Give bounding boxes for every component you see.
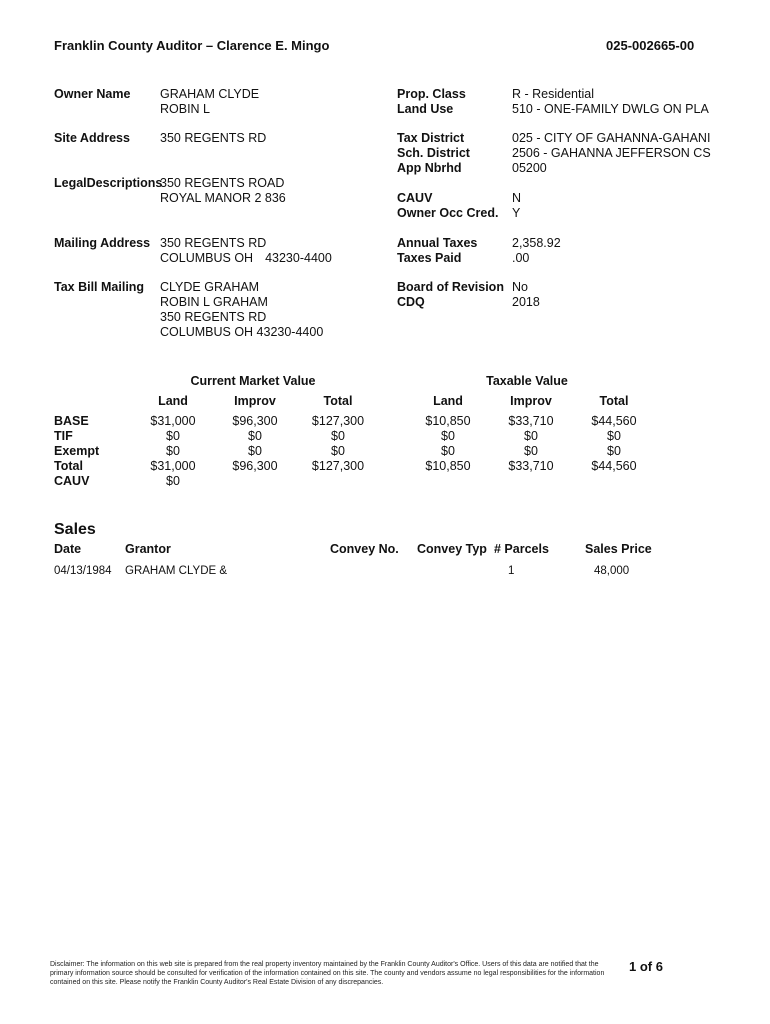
tax-bill-line-1: CLYDE GRAHAM bbox=[160, 280, 260, 294]
cmv-improv-exempt: $0 bbox=[248, 444, 262, 458]
tv-total-header: Total bbox=[599, 394, 629, 408]
cdq-label: CDQ bbox=[397, 295, 425, 309]
sale-grantor: GRAHAM CLYDE & bbox=[125, 565, 228, 577]
tv-improv-tif: $0 bbox=[524, 429, 538, 443]
app-nbrhd-label: App Nbrhd bbox=[397, 161, 462, 175]
tv-land-exempt: $0 bbox=[441, 444, 455, 458]
taxes-paid-value: .00 bbox=[512, 251, 530, 265]
sales-header-parcels: # Parcels bbox=[494, 542, 549, 556]
prop-class-value: R - Residential bbox=[512, 87, 594, 101]
sale-parcels: 1 bbox=[508, 565, 515, 577]
sales-header-convey-typ: Convey Typ bbox=[417, 542, 487, 556]
cmv-total-header: Total bbox=[323, 394, 353, 408]
cmv-land-total: $31,000 bbox=[150, 459, 196, 473]
row-label-tif: TIF bbox=[54, 429, 73, 443]
cmv-land-cauv: $0 bbox=[166, 474, 180, 488]
owner-name-label: Owner Name bbox=[54, 87, 131, 101]
app-nbrhd-value: 05200 bbox=[512, 161, 547, 175]
row-label-base: BASE bbox=[54, 414, 89, 428]
cmv-total-column bbox=[298, 414, 378, 474]
disclaimer: Disclaimer: The information on this web site is prepared from the real property inventory maintained by the Franklin County Auditor's Office. Users of this data are notified that the primary information source should be consulted for verification of the information contained on this site. The county and vendors assume no legal responsibilities for the information contained on this site. Please notify the Franklin County Auditor's Real Estate Division of any discrepancies. bbox=[50, 961, 605, 986]
sales-header-price: Sales Price bbox=[585, 542, 652, 556]
cdq-value: 2018 bbox=[512, 295, 540, 309]
land-use-label: Land Use bbox=[397, 102, 454, 116]
mailing-address-label: Mailing Address bbox=[54, 236, 151, 250]
tv-total-column bbox=[574, 414, 654, 474]
tv-improv-total: $33,710 bbox=[508, 459, 554, 473]
sale-price: 48,000 bbox=[594, 565, 630, 577]
sale-date: 04/13/1984 bbox=[54, 565, 112, 577]
cmv-total-exempt: $0 bbox=[331, 444, 345, 458]
tv-total-total: $44,560 bbox=[591, 459, 637, 473]
cmv-improv-column bbox=[215, 414, 295, 474]
sales-header-grantor: Grantor bbox=[125, 542, 171, 556]
legal-descriptions-value bbox=[160, 176, 286, 206]
legal-line-2: ROYAL MANOR 2 836 bbox=[160, 191, 286, 205]
tv-improv-base: $33,710 bbox=[508, 414, 554, 428]
board-of-revision-label: Board of Revision bbox=[397, 280, 504, 294]
annual-taxes-label: Annual Taxes bbox=[397, 236, 478, 250]
taxable-value-title: Taxable Value bbox=[486, 374, 568, 388]
cmv-total-total: $127,300 bbox=[311, 459, 365, 473]
mailing-address-value bbox=[160, 236, 332, 266]
parcel-id: 025-002665-00 bbox=[606, 38, 695, 53]
cmv-land-header: Land bbox=[158, 394, 188, 408]
tv-land-header: Land bbox=[433, 394, 463, 408]
tax-bill-mailing-label: Tax Bill Mailing bbox=[54, 280, 145, 294]
cmv-improv-tif: $0 bbox=[248, 429, 262, 443]
page-number: 1 of 6 bbox=[629, 959, 663, 974]
tv-land-column bbox=[408, 414, 488, 474]
site-address-label: Site Address bbox=[54, 131, 130, 145]
cmv-land-exempt: $0 bbox=[166, 444, 180, 458]
owner-name-value bbox=[160, 87, 259, 117]
mailing-line-2 bbox=[160, 251, 332, 266]
sch-district-value: 2506 - GAHANNA JEFFERSON CS bbox=[512, 146, 711, 160]
board-of-revision-value: No bbox=[512, 280, 528, 294]
cauv-label: CAUV bbox=[397, 191, 433, 205]
current-market-value-title: Current Market Value bbox=[190, 374, 316, 388]
cmv-land-column bbox=[133, 414, 213, 489]
tax-district-label: Tax District bbox=[397, 131, 465, 145]
tv-improv-column bbox=[491, 414, 571, 474]
tv-total-tif: $0 bbox=[607, 429, 621, 443]
cmv-improv-header: Improv bbox=[234, 394, 276, 408]
mailing-line-1: 350 REGENTS RD bbox=[160, 236, 267, 250]
tv-improv-header: Improv bbox=[510, 394, 552, 408]
taxes-paid-label: Taxes Paid bbox=[397, 251, 462, 265]
owner-name-line-1: GRAHAM CLYDE bbox=[160, 87, 260, 101]
tax-bill-mailing-value bbox=[160, 280, 323, 340]
tv-total-exempt: $0 bbox=[607, 444, 621, 458]
owner-occ-cred-value: Y bbox=[512, 206, 521, 220]
page-title: Franklin County Auditor – Clarence E. Mingo bbox=[54, 38, 330, 53]
cmv-land-base: $31,000 bbox=[150, 414, 196, 428]
tax-district-value: 025 - CITY OF GAHANNA-GAHANI bbox=[512, 131, 711, 145]
cauv-value: N bbox=[512, 191, 522, 205]
owner-occ-cred-label: Owner Occ Cred. bbox=[397, 206, 499, 220]
cmv-total-base: $127,300 bbox=[311, 414, 365, 428]
row-label-total: Total bbox=[54, 459, 83, 473]
sch-district-label: Sch. District bbox=[397, 146, 470, 160]
tv-land-total: $10,850 bbox=[425, 459, 471, 473]
cmv-land-tif: $0 bbox=[166, 429, 180, 443]
tv-land-tif: $0 bbox=[441, 429, 455, 443]
tv-total-base: $44,560 bbox=[591, 414, 637, 428]
tax-bill-line-2: ROBIN L GRAHAM bbox=[160, 295, 268, 309]
cmv-total-tif: $0 bbox=[331, 429, 345, 443]
site-address-value: 350 REGENTS RD bbox=[160, 131, 267, 145]
prop-class-label: Prop. Class bbox=[397, 87, 466, 101]
tax-bill-line-3: 350 REGENTS RD bbox=[160, 310, 267, 324]
value-row-labels bbox=[54, 414, 99, 489]
sales-header-date: Date bbox=[54, 542, 82, 556]
land-use-value: 510 - ONE-FAMILY DWLG ON PLA bbox=[512, 102, 709, 116]
cmv-improv-total: $96,300 bbox=[232, 459, 278, 473]
sales-title: Sales bbox=[54, 521, 96, 538]
cmv-improv-base: $96,300 bbox=[232, 414, 278, 428]
legal-line-1: 350 REGENTS ROAD bbox=[160, 176, 285, 190]
sales-header-convey-no: Convey No. bbox=[330, 542, 399, 556]
row-label-cauv: CAUV bbox=[54, 474, 90, 488]
tv-land-base: $10,850 bbox=[425, 414, 471, 428]
legal-descriptions-label: LegalDescriptions bbox=[54, 176, 163, 190]
owner-name-line-2: ROBIN L bbox=[160, 102, 211, 116]
row-label-exempt: Exempt bbox=[54, 444, 100, 458]
mailing-city: COLUMBUS OH bbox=[160, 251, 254, 265]
mailing-zip: 43230-4400 bbox=[265, 251, 332, 265]
annual-taxes-value: 2,358.92 bbox=[512, 236, 561, 250]
tax-bill-line-4: COLUMBUS OH 43230-4400 bbox=[160, 325, 324, 339]
tv-improv-exempt: $0 bbox=[524, 444, 538, 458]
